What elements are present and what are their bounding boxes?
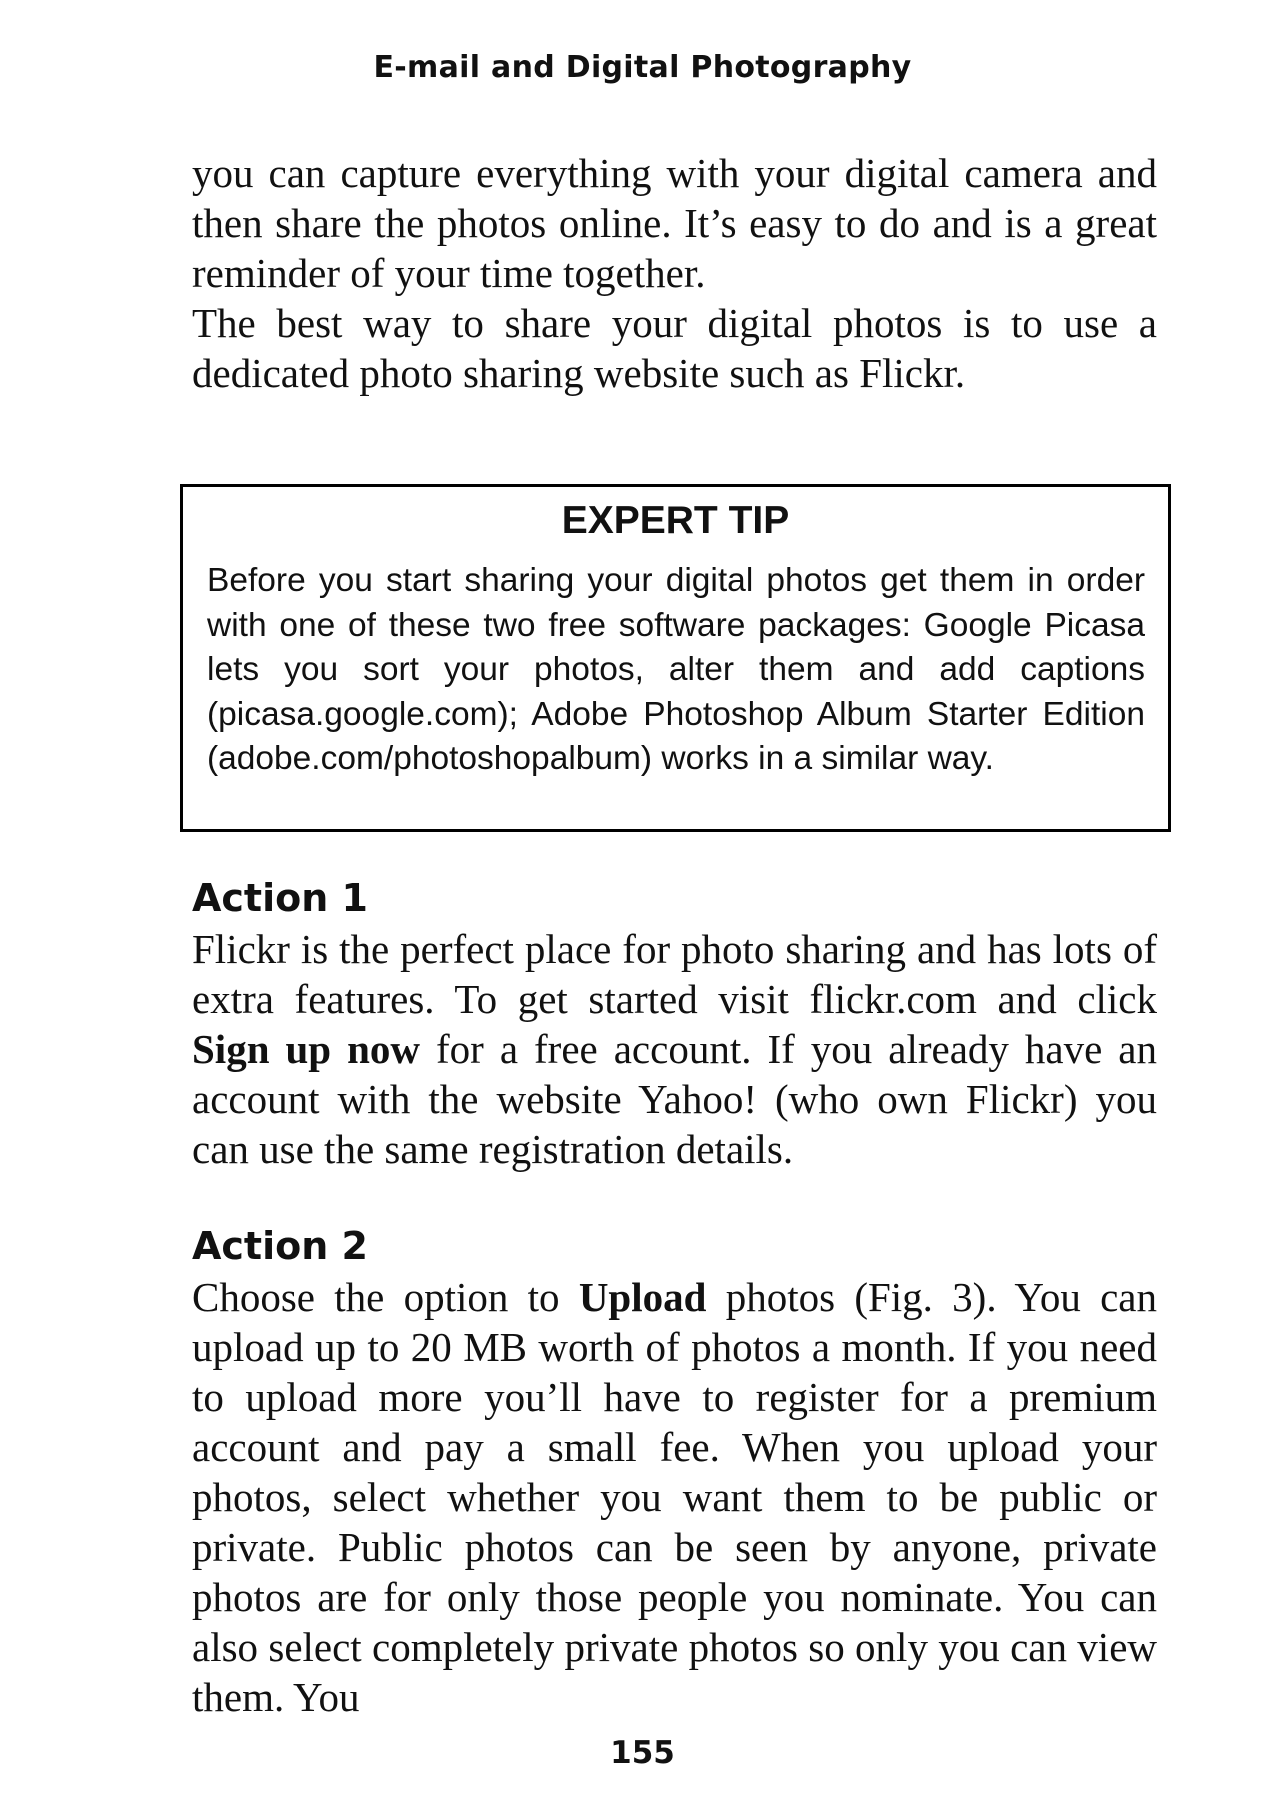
intro-paragraph-2: The best way to share your digital photos is to use a dedicated photo sharing website such as Flickr. — [192, 300, 1157, 396]
action-2-text-end: photos (Fig. 3). You can upload up to 20 MB worth of photos a month. If you need to upload more you’ll have to register for a premium account and pay a small fee. When you upload your photos, select whether you want them to be public or private. Public photos can be seen by anyone, private photos are for only those people you nominate. You can also select completely private photos so only you can view them. You — [192, 1274, 1157, 1720]
action-1-heading: Action 1 — [192, 876, 368, 920]
intro-paragraph-1: you can capture everything with your digital camera and then share the photos online. It’s easy to do and is a great reminder of your time together. — [192, 150, 1157, 296]
action-2-text-start: Choose the option to — [192, 1274, 579, 1320]
page-number: 155 — [610, 1735, 675, 1771]
action-1-text-end: for a free account. If you already have an account with the website Yahoo! (who own Flickr) you can use the same registration details. — [192, 1026, 1157, 1172]
expert-tip-title: EXPERT TIP — [561, 499, 790, 542]
running-head: E-mail and Digital Photography — [373, 50, 912, 85]
action-2-paragraph — [192, 1272, 1157, 1722]
expert-tip-box — [180, 484, 1171, 832]
sign-up-now-emphasis: Sign up now — [192, 1026, 421, 1072]
upload-emphasis: Upload — [578, 1274, 707, 1320]
expert-tip-body: Before you start sharing your digital photos get them in order with one of these two free software packages: Google Picasa lets you sort your photos, alter them and add captions (picasa.google.com); Adobe Photoshop Album Starter Edition (adobe.com/photoshopalbum) works in a similar way. — [207, 562, 1145, 777]
action-1-paragraph — [192, 924, 1157, 1174]
action-1-text-start: Flickr is the perfect place for photo sharing and has lots of extra features. To get started visit flickr.com and click — [192, 926, 1157, 1022]
action-2-heading: Action 2 — [192, 1224, 368, 1268]
